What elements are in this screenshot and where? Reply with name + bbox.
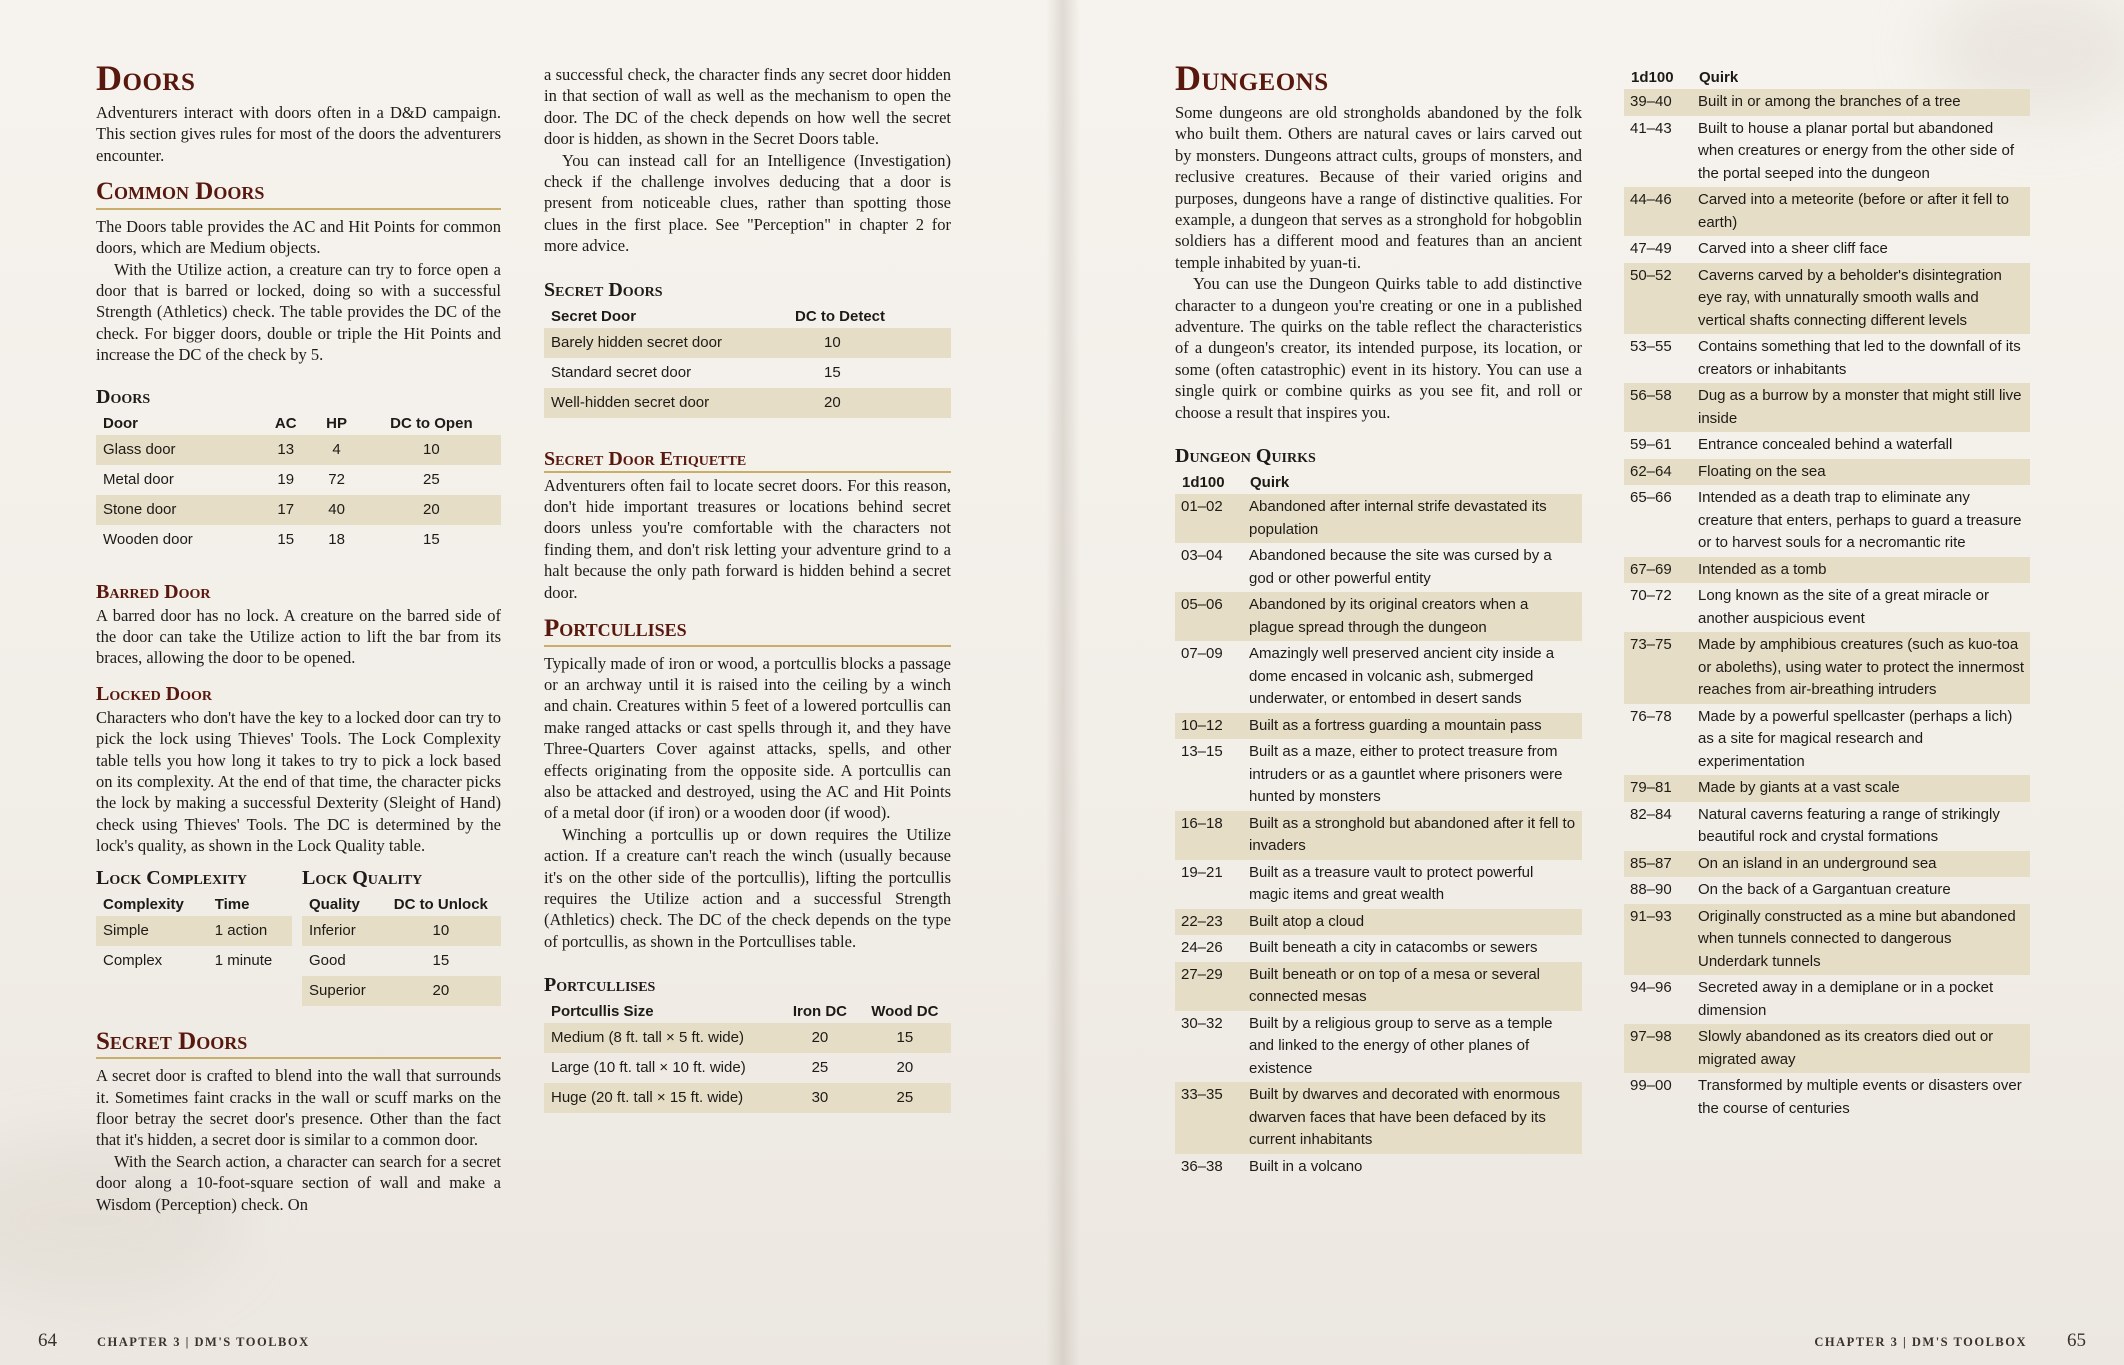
table-row [1624,877,2030,904]
quirk-cell: Built as a treasure vault to protect powerful magic items and great wealth [1249,863,1534,904]
quirk-cell: Long known as the site of a great miracle or another auspicious event [1698,587,1989,627]
table-row [1175,739,1582,811]
table-cell: Large (10 ft. tall × 10 ft. wide) [551,1059,746,1077]
quirk-cell: Abandoned by its original creators when a plague spread through the dungeon [1243,592,1582,641]
roll-cell: 07–09 [1181,645,1223,663]
lock-quality-table [302,893,501,1006]
table-cell: 15 [824,363,841,381]
quirk-cell: Intended as a tomb [1692,557,2030,584]
table-header: 1d100 [1631,69,1674,86]
table-row [1624,904,2030,976]
quirk-cell: Built as a fortress guarding a mountain pass [1243,713,1582,740]
table-row [1175,592,1582,641]
table-header: DC to Unlock [393,895,488,913]
table-row [544,388,951,418]
quirk-cell: Carved into a sheer cliff face [1698,240,1888,257]
table-row [1175,713,1582,740]
secret-doors-table-title: Secret Doors [544,278,663,301]
common-doors-p2: With the Utilize action, a creature can try to force open a door that is barred or locked, doing so with a successful Strength (Athletics) check. The table provides the DC of the check. For bigger doors, double or triple the Hit Points and increase the DC of the check by 5. [96,259,501,365]
quirk-cell: Built in or among the branches of a tree [1692,89,2030,116]
lock-tables [96,867,501,1006]
table-row [1175,962,1582,1011]
table-cell: Standard secret door [551,363,692,381]
dungeons-p2: You can use the Dungeon Quirks table to add distinctive character to a dungeon you're creating or one in a published adventure. The quirks on the table reflect the characteristics of a dungeon's creator, its intended purpose, its location, or some (often catastrophic) event in its history. You can use a single quirk or combine quirks as you see fit, and roll or choose a result that inspires you. [1175,274,1582,422]
table-cell: Wooden door [103,530,193,548]
roll-cell: 79–81 [1624,775,1692,802]
roll-cell: 03–04 [1181,547,1223,565]
roll-cell: 76–78 [1630,707,1672,725]
lock-quality-title: Lock Quality [302,866,423,889]
table-row [1624,775,2030,802]
locked-door-text: Characters who don't have the key to a locked door can try to pick the lock using Thieves' Tools. The Lock Complexity table tells you how long it takes to try to pick a lock based on its complexity. At the end of that time, the character picks the lock by making a successful Dexterity (Sleight of Hand) check using Thieves' Tools. The DC is determined by the lock's quality, as shown in the Lock Quality table. [96,707,501,856]
quirk-cell: Carved into a meteorite (before or after it fell to earth) [1692,187,2030,236]
quirk-cell: Built beneath or on top of a mesa or several connected mesas [1243,962,1582,1011]
roll-cell: 19–21 [1181,863,1223,881]
table-row [1624,802,2030,851]
lock-complexity [96,867,292,1006]
heading-locked-door: Locked Door [96,682,213,705]
roll-cell: 88–90 [1630,881,1672,898]
portcullises-table [544,1000,951,1113]
table-cell: Barely hidden secret door [544,328,788,358]
table-cell: 30 [781,1083,858,1113]
table-cell: 15 [432,951,450,969]
table-header: DC to Detect [795,307,886,325]
roll-cell: 91–93 [1624,904,1692,976]
table-header: Time [214,895,250,913]
table-row [1624,432,2030,459]
table-row [1175,543,1582,592]
roll-cell: 85–87 [1624,851,1692,878]
quirk-cell: Secreted away in a demiplane or in a pocket dimension [1698,979,1994,1019]
table-row [1175,860,1582,909]
table-row [544,1083,951,1113]
page-number: 64 [38,1330,57,1351]
column-4 [1624,66,2030,1122]
table-cell: 4 [311,435,361,465]
section-title-dungeons: Dungeons [1175,58,1329,98]
dungeons-p1: Some dungeons are old strongholds abandoned by the folk who built them. Others are natural caves or lairs carved out by monsters. Dungeons attract cults, groups of monsters, and reclusive creatures. Because of their varied origins and purposes, dungeons have a range of distinctive qualities. For example, a dungeon that serves as a stronghold for hobgoblin soldiers has a different mood and features than an ancient temple inhabited by yuan-ti. [1175,103,1582,272]
barred-door-text: A barred door has no lock. A creature on the barred side of the door can take the Utilize action to lift the bar from its braces, allowing the door to be opened. [96,605,501,668]
table-cell: 15 [277,530,295,548]
table-cell: 25 [859,1083,951,1113]
table-cell: 20 [362,495,501,525]
table-header: Wood DC [871,1003,939,1021]
table-cell: Medium (8 ft. tall × 5 ft. wide) [544,1023,781,1053]
dungeon-quirks-title: Dungeon Quirks [1175,445,1316,468]
dungeon-quirks-table-a [1175,471,1582,1180]
table-cell: 20 [788,388,951,418]
table-row [1624,485,2030,557]
table-row [1624,557,2030,584]
secret-doors-p2: With the Search action, a character can search for a secret door along a 10-foot-square section of wall and make a Wisdom (Perception) check. On [96,1151,501,1214]
quirk-cell: Made by giants at a vast scale [1692,775,2030,802]
table-header: DC to Open [390,414,473,432]
table-row [96,465,501,495]
table-row [1175,1011,1582,1083]
dungeon-quirks-table-b [1624,66,2030,1122]
roll-cell: 24–26 [1181,939,1223,957]
quirk-cell: On the back of a Gargantuan creature [1698,881,1951,898]
quirk-cell: Built as a stronghold but abandoned after it fell to invaders [1243,811,1582,860]
table-row [1624,263,2030,335]
quirk-cell: Contains something that led to the downfall of its creators or inhabitants [1698,338,2021,378]
quirk-cell: Made by a powerful spellcaster (perhaps a lich) as a site for magical research and experimentation [1698,707,2013,770]
heading-secret-door-etiquette: Secret Door Etiquette [544,448,951,473]
quirk-cell: Slowly abandoned as its creators died out or migrated away [1692,1024,2030,1073]
table-header: 1d100 [1182,474,1225,492]
lock-complexity-title: Lock Complexity [96,866,248,889]
doors-table-title: Doors [96,385,151,408]
etiquette-text: Adventurers often fail to locate secret doors. For this reason, don't hide important treasures or locations behind secret doors unless you're comfortable with the characters not finding them, and don't risk letting your adventure grind to a halt because the only path forward is hidden behind a secret door. [544,475,951,602]
table-header: Quirk [1699,69,1739,86]
table-row [1624,975,2030,1024]
lock-quality [302,867,501,1006]
table-row [544,328,951,358]
right-footer [1814,1330,2086,1352]
table-cell: 1 minute [214,951,273,969]
section-title-doors: Doors [96,58,196,98]
table-cell: Good [309,951,346,969]
table-cell: 10 [362,435,501,465]
table-row [544,1023,951,1053]
roll-cell: 16–18 [1175,811,1243,860]
roll-cell: 62–64 [1624,459,1692,486]
table-cell: 1 action [208,916,292,946]
roll-cell: 44–46 [1624,187,1692,236]
table-cell: 25 [423,470,440,488]
roll-cell: 50–52 [1624,263,1692,335]
page-gutter [1046,0,1080,1365]
table-cell: 13 [260,435,311,465]
table-row [1175,935,1582,962]
roll-cell: 73–75 [1624,632,1692,704]
quirk-cell: Natural caverns featuring a range of strikingly beautiful rock and crystal formations [1698,805,2000,845]
table-row [544,1053,951,1083]
table-row [1175,811,1582,860]
table-cell: 15 [423,530,440,548]
roll-cell: 22–23 [1175,909,1243,936]
secret-doors-table [544,305,951,418]
table-cell: 20 [381,976,501,1006]
table-header: HP [326,414,348,432]
quirk-cell: Abandoned because the site was cursed by a god or other powerful entity [1249,547,1552,587]
roll-cell: 10–12 [1175,713,1243,740]
quirk-cell: Built atop a cloud [1243,909,1582,936]
roll-cell: 70–72 [1630,587,1672,604]
quirk-cell: On an island in an underground sea [1692,851,2030,878]
table-cell: 10 [788,328,951,358]
roll-cell: 33–35 [1175,1082,1243,1154]
quirk-cell: Made by amphibious creatures (such as kuo-toa or aboleths), using water to protect the innermost reaches from air-breathing intruders [1692,632,2030,704]
table-row [1624,1073,2030,1122]
table-row [1624,851,2030,878]
roll-cell: 65–66 [1630,489,1672,506]
quirk-cell: Built beneath a city in catacombs or sewers [1249,939,1538,957]
table-cell: 20 [781,1023,858,1053]
table-header: Iron DC [792,1003,848,1021]
table-row [1175,641,1582,713]
secret-doors-p4: You can instead call for an Intelligence (Investigation) check if the challenge involves deducing that a door is present from noticeable clues, rather than spotting those clues in the first place. See "Perception" in chapter 2 for more advice. [544,150,951,256]
table-cell: 19 [277,470,295,488]
roll-cell: 82–84 [1630,805,1672,823]
table-cell: 72 [328,470,345,488]
table-row [1624,1024,2030,1073]
table-cell: 18 [328,530,345,548]
table-cell: Metal door [103,470,174,488]
table-row [1624,583,2030,632]
page-number: 65 [2067,1330,2086,1351]
table-row [96,525,501,555]
roll-cell: 47–49 [1630,240,1672,257]
quirk-cell: Built by dwarves and decorated with enormous dwarven faces that have been defaced by its current inhabitants [1243,1082,1582,1154]
table-cell: Inferior [302,916,381,946]
column-3 [1175,60,1582,1180]
table-row [1175,494,1582,543]
table-row [302,976,501,1006]
table-row [96,435,501,465]
table-header: Complexity [103,895,184,913]
quirk-cell: Amazingly well preserved ancient city inside a dome encased in volcanic ash, submerged underwater, or entombed in desert sands [1249,645,1555,708]
table-cell: Well-hidden secret door [544,388,788,418]
table-row [1624,116,2030,188]
column-2 [544,64,951,1113]
table-header: AC [274,414,297,432]
table-row [1624,704,2030,776]
footer-label: CHAPTER 3 | DM'S TOOLBOX [1814,1335,2027,1349]
table-row [1624,236,2030,263]
table-cell: Superior [302,976,381,1006]
roll-cell: 59–61 [1630,436,1672,453]
table-row [302,946,501,976]
table-cell: Complex [103,951,163,969]
table-cell: 25 [811,1059,829,1077]
table-cell: 15 [859,1023,951,1053]
secret-doors-p3: a successful check, the character finds any secret door hidden in that section of wall as well as the mechanism to open the door. The DC of the check depends on how well the secret door is hidden, as shown in the Secret Doors table. [544,65,951,149]
quirk-cell: Built by a religious group to serve as a temple and linked to the energy of other planes of existence [1249,1014,1553,1077]
common-doors-p1: The Doors table provides the AC and Hit Points for common doors, which are Medium objects. [96,216,501,258]
roll-cell: 97–98 [1624,1024,1692,1073]
table-header: Quality [309,895,360,913]
quirk-cell: Floating on the sea [1692,459,2030,486]
table-header: Door [103,414,138,432]
table-row [1624,632,2030,704]
doors-intro: Adventurers interact with doors often in a D&D campaign. This section gives rules for most of the doors the adventurers encounter. [96,103,501,165]
heading-portcullises: Portcullises [544,615,951,647]
quirk-cell: Entrance concealed behind a waterfall [1698,436,1953,453]
roll-cell: 56–58 [1624,383,1692,432]
roll-cell: 01–02 [1175,494,1243,543]
quirk-cell: Caverns carved by a beholder's disintegration eye ray, with unnaturally smooth walls and vertical shafts connecting different levels [1692,263,2030,335]
roll-cell: 41–43 [1630,119,1672,137]
quirk-cell: Intended as a death trap to eliminate any creature that enters, perhaps to guard a treasure or to harvest souls for a necromantic rite [1698,489,2022,551]
left-footer [38,1330,310,1352]
table-row [1624,187,2030,236]
heading-secret-doors: Secret Doors [96,1028,501,1060]
quirk-cell: Originally constructed as a mine but abandoned when tunnels connected to dangerous Underdark tunnels [1692,904,2030,976]
table-cell: 10 [381,916,501,946]
table-row [302,916,501,946]
roll-cell: 27–29 [1175,962,1243,1011]
roll-cell: 30–32 [1181,1014,1223,1032]
table-cell: Stone door [96,495,260,525]
table-row [1175,909,1582,936]
roll-cell: 99–00 [1630,1077,1672,1094]
table-row [1624,334,2030,383]
table-row [96,946,292,976]
table-cell: 20 [896,1059,914,1077]
column-1 [96,60,501,1215]
quirk-cell: Abandoned after internal strife devastated its population [1243,494,1582,543]
quirk-cell: Built as a maze, either to protect treasure from intruders or as a gauntlet where prisoners were hunted by monsters [1249,743,1563,806]
table-cell: 17 [260,495,311,525]
roll-cell: 39–40 [1624,89,1692,116]
table-row [1624,89,2030,116]
portcullises-p1: Typically made of iron or wood, a portcullis blocks a passage or an archway until it is raised into the ceiling by a winch and chain. Creatures within 5 feet of a lowered portcullis can make ranged attacks or cast spells through it, and they have Three-Quarters Cover against attacks, spells, and other effects originating from the opposite side. A portcullis can also be attacked and destroyed, using the AC and Hit Points of a metal door (if iron) or a wooden door (if wood). [544,653,951,823]
roll-cell: 67–69 [1624,557,1692,584]
table-row [1175,1154,1582,1181]
roll-cell: 36–38 [1181,1157,1223,1175]
heading-barred-door: Barred Door [96,580,211,603]
table-row [1624,459,2030,486]
table-cell: 40 [311,495,361,525]
table-header: Portcullis Size [551,1003,654,1021]
doors-table [96,412,501,555]
quirk-cell: Transformed by multiple events or disasters over the course of centuries [1698,1077,2022,1117]
roll-cell: 53–55 [1630,338,1672,355]
table-cell: Glass door [96,435,260,465]
table-row [96,916,292,946]
heading-common-doors: Common Doors [96,178,501,210]
lock-complexity-table [96,893,292,976]
roll-cell: 13–15 [1181,743,1223,761]
footer-label: CHAPTER 3 | DM'S TOOLBOX [97,1335,310,1349]
quirk-cell: Dug as a burrow by a monster that might still live inside [1692,383,2030,432]
table-cell: Simple [96,916,208,946]
table-row [1624,383,2030,432]
table-row [96,495,501,525]
roll-cell: 94–96 [1630,979,1672,996]
table-header: Quirk [1250,474,1290,492]
roll-cell: 05–06 [1175,592,1243,641]
table-row [544,358,951,388]
secret-doors-p1: A secret door is crafted to blend into the wall that surrounds it. Sometimes faint cracks in the wall or scuff marks on the floor betray the secret door's presence. Other than the fact that it's hidden, a secret door is similar to a common door. [96,1066,501,1150]
table-header: Secret Door [551,307,637,325]
table-cell: Huge (20 ft. tall × 15 ft. wide) [544,1083,781,1113]
table-row [1175,1082,1582,1154]
portcullises-p2: Winching a portcullis up or down requires the Utilize action. If a creature can't reach the winch (usually because it's on the other side of the portcullis), lifting the portcullis requires the Utilize action and a successful Strength (Athletics) check. The DC of the check depends on the type of portcullis, as shown in the Portcullises table. [544,824,951,951]
portcullises-table-title: Portcullises [544,974,656,997]
quirk-cell: Built to house a planar portal but abandoned when creatures or energy from the other side of the portal seeped into the dungeon [1698,119,2014,182]
quirk-cell: Built in a volcano [1249,1157,1363,1175]
